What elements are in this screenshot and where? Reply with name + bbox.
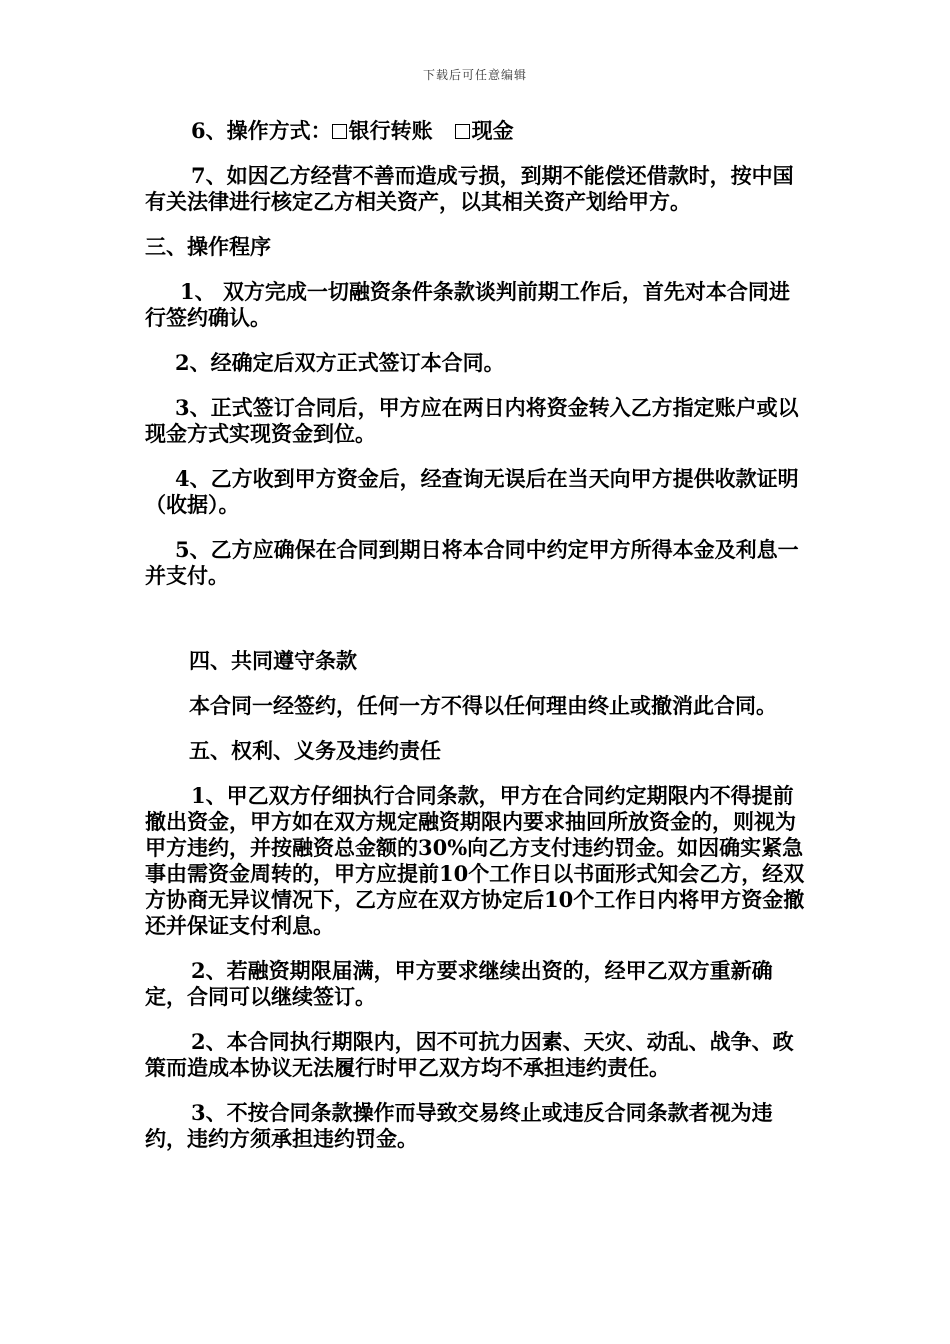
- clause-7: 7、如因乙方经营不善而造成亏损，到期不能偿还借款时，按中国有关法律进行核定乙方相关资产，以其相关资产划给甲方。: [145, 163, 794, 214]
- section-3-item-3: 3、正式签订合同后，甲方应在两日内将资金转入乙方指定账户或以现金方式实现资金到位。: [145, 395, 799, 446]
- section-3-item-5: 5、乙方应确保在合同到期日将本合同中约定甲方所得本金及利息一并支付。: [145, 537, 799, 588]
- section-3-item-1: 1、 双方完成一切融资条件条款谈判前期工作后，首先对本合同进行签约确认。: [145, 279, 790, 330]
- page-header: 下载后可任意编辑: [422, 68, 527, 82]
- section-3-title: 三、操作程序: [145, 234, 271, 259]
- section-5-title: 五、权利、义务及违约责任: [189, 738, 441, 763]
- document-body: [145, 118, 810, 1171]
- section-5-item-2a: 2、若融资期限届满，甲方要求继续出资的，经甲乙双方重新确定，合同可以继续签订。: [145, 958, 773, 1009]
- section-3-item-2: 2、经确定后双方正式签订本合同。: [175, 350, 505, 375]
- section-4-text: 本合同一经签约，任何一方不得以任何理由终止或撤消此合同。: [189, 693, 777, 718]
- section-4-title: 四、共同遵守条款: [189, 648, 357, 673]
- operation-mode-label: 6、操作方式：: [191, 118, 332, 143]
- section-5-item-3: 3、不按合同条款操作而导致交易终止或违反合同条款者视为违约，违约方须承担违约罚金。: [145, 1100, 773, 1151]
- checkbox-cash[interactable]: [455, 124, 470, 139]
- section-3-item-4: 4、乙方收到甲方资金后，经查询无误后在当天向甲方提供收款证明（收据）。: [145, 466, 799, 517]
- option-bank-transfer-label: 银行转账: [348, 118, 433, 143]
- spacer: [145, 608, 810, 648]
- section-5-item-2b: 2、本合同执行期限内，因不可抗力因素、天灾、动乱、战争、政策而造成本协议无法履行时甲乙双方均不承担违约责任。: [145, 1029, 794, 1080]
- option-cash-label: 现金: [471, 118, 514, 143]
- checkbox-bank-transfer[interactable]: [332, 124, 347, 139]
- section-5-item-1: 1、甲乙双方仔细执行合同条款，甲方在合同约定期限内不得提前撤出资金，甲方如在双方规定融资期限内要求抽回所放资金的，则视为甲方违约，并按融资总金额的30%向乙方支付违约罚金。如因确实紧急事由需资金周转的，甲方应提前10个工作日以书面形式知会乙方，经双方协商无异议情况下，乙方应在双方协定后10个工作日内将甲方资金撤还并保证支付利息。: [145, 783, 805, 938]
- operation-mode-line: [145, 118, 810, 144]
